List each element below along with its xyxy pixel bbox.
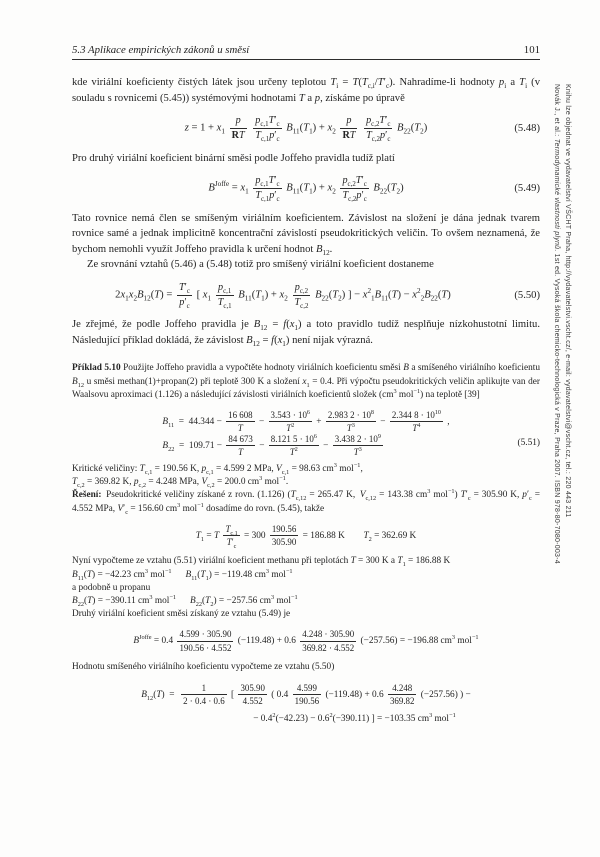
- equation-5-48: [72, 115, 540, 141]
- equation-5-49-body: $B^{Joffe} = x_1$ $\frac{p_{c,1}T'_c}{T_{c,1}p'_c}$ $B_{11}(T_1) + x_2$ $\frac{p_{c,2}T'_c}{T_{c,2}p'_c}$ $B_{22}(T_2)$: [208, 175, 404, 203]
- critical-values-line1: Kritické veličiny: $T_{c,1} = 190.56$ K, $p_{c,1} = 4.599$ 2 MPa, $V_{c,1} = 98.63$ $cm^3$ mol$^{-1}$,: [72, 461, 363, 476]
- example-assignment: [72, 362, 540, 402]
- paragraph-hodnotu: Hodnotu smíšeného viriálního koeficientu vypočteme ze vztahu (5.50): [72, 661, 335, 672]
- paragraph-tato-rovnice: Tato rovnice nemá člen se smíšeným viriálním koeficientem. Závislost na složení je dána jednak tvarem rovnice samé a jednak implicitně koncentrační závislostí pseudokritických veličin. To ovšem neznamená, že bychom nemohli využít Joffeho pravidla k určení hodnot $B_{12}$.: [72, 212, 540, 257]
- paragraph-a-podobne: a podobně u propanu: [72, 582, 151, 593]
- paragraph-joffe-intro: Pro druhý viriální koeficient binární směsi podle Joffeho pravidla tudíž platí: [72, 152, 395, 164]
- paragraph-nyni: Nyní vypočteme ze vztahu (5.51) viriální koeficient methanu při teplotách T = 300 K a $T_1 = 186.88$ K: [72, 556, 451, 569]
- paragraph-je-zrejme: Je zřejmé, že podle Joffeho pravidla je $B_{12} = f(x_1)$ a toto pravidlo tudíž nesplňuje nízkohustotní limitu. Následující příklad dokládá, že závislost $B_{12} = f(x_1)$ není nijak výrazná.: [72, 319, 540, 348]
- equation-5-49: [72, 175, 540, 201]
- paragraph-ze-srovnani: Ze srovnání vztahů (5.46) a (5.48) totiž pro smíšený viriální koeficient dostaneme: [87, 259, 434, 271]
- margin-citation: [551, 84, 573, 644]
- citation-line: Novák J., et al.: Termodynamické vlastnosti plynů. 1st ed. Vysoká škola chemicko-technologická v Praze, Praha 2007. ISBN 978-80-7080-003-4: [553, 84, 560, 564]
- page-number: 101: [523, 44, 540, 56]
- ordering-line: Knihu lze objednat ve vydavatelství VŠCHT Praha, http://vydavatelstvi.vscht.cz/, e-mail: vydavatelstvi@vscht.cz, tel.: 220 443 211: [564, 84, 571, 518]
- example-assignment-text: Použijte Joffeho pravidla a vypočtěte hodnoty viriálních koeficientu směsi B a smíšeného viriálního koeficientu $B_{12}$ u směsi methan(1)+propan(2) při teplotě 300 K a složení $x_1 = 0.4$. Při výpočtu pseudokritických veličin aplikujte van der Waalsovu aproximaci (1.126) a následující závislosti viriálních koeficientů složek ($cm^3$ mol$^{-1}$) na teplotě [39]: [72, 363, 541, 400]
- running-header: [72, 44, 540, 60]
- equation-5-50: [72, 282, 540, 308]
- critical-values-line2: $T_{c,2} = 369.82$ K, $p_{c,2} = 4.248$ MPa, $V_{c,2} = 200.0$ $cm^3$ mol$^{-1}$.: [72, 475, 289, 490]
- equation-5-51: [72, 410, 540, 457]
- b11-values-line: $B_{11}(T) = -42.23$ $cm^3$ mol$^{-1}$ $B_{11}(T_1) = -119.48$ $cm^3$ mol$^{-1}$: [72, 567, 293, 582]
- b22-values-line: $B_{22}(T) = -390.11$ $cm^3$ mol$^{-1}$ $B_{22}(T_2) = -257.56$ $cm^3$ mol$^{-1}$: [72, 593, 298, 608]
- page-content: [72, 44, 540, 726]
- equation-5-48-body: $z = 1 + x_1$ $\frac{p}{RT}$ $\frac{p_{c,1}T'_c}{T_{c,1}p'_c}$ $B_{11}(T_1) + x_2$ $\frac{p}{RT}$ $\frac{p_{c,2}T'_c}{T_{c,2}p'_c}$ $B_{22}(T_2)$: [184, 115, 428, 143]
- solution-paragraph: Řešení: Pseudokritické veličiny získané z rovn. (1.126) ($T_{c,12} = 265.47$ K, $V_{c,12} = 143.38$ $cm^3$ mol$^{-1}$) $T'_c = 305.90$ K, $p'_c = 4.552$ MPa, $V'_c = 156.60$ $cm^3$ mol$^{-1}$ dosadíme do rovn. (5.45), takže: [72, 488, 541, 516]
- equation-b12-body: [141, 683, 471, 726]
- equation-b12-line2: − $0.4^2(-42.23) - 0.6^2(-390.11)$ ] = −103.35 $cm^3$ mol$^{-1}$: [253, 711, 456, 724]
- paragraph-intro: kde viriální koeficienty čistých látek jsou určeny teplotou $T_i = T(T_{c,i}/T'_c)$. Nahradíme-li hodnoty $p_i$ a $T_i$ (v souladu s rovnicemi (5.45)) systémovými hodnotami T a p, získáme po úpravě: [72, 77, 541, 104]
- equation-5-50-number: (5.50): [514, 289, 540, 301]
- equation-5-51-line2: $B_{22}$ = 109.71 − $\frac{84 673}{T}$ − $\frac{8.121 5 \cdot 10^6}{T^2}$ − $\frac{3.438 2 \cdot 10^9}{T^3}$: [162, 433, 381, 457]
- equation-bjoffe-value: $B^{Joffe} = 0.4$ $\frac{4.599 \cdot 305.90}{190.56 \cdot 4.552}$ (−119.48) + 0.6 $\frac{4.248 \cdot 305.90}{369.82 \cdot 4.552}$ (−257.56) = −196.88 $cm^3$ mol$^{-1}$: [133, 629, 479, 653]
- equation-b12-value: [72, 683, 540, 726]
- paragraph-druhy: Druhý viriální koeficient směsi získaný ze vztahu (5.49) je: [72, 609, 291, 620]
- equation-5-51-line1: $B_{11}$ = 44.344 − $\frac{16 608}{T}$ − $\frac{3.543 \cdot 10^6}{T^2}$ + $\frac{2.983 2 \cdot 10^8}{T^3}$ − $\frac{2.344 8 \cdot 10^{10}}{T^4}$ ,: [162, 410, 450, 434]
- example-5-10-block: [72, 362, 540, 725]
- equation-5-50-body: $2x_1x_2B_{12}(T)$ = $\frac{T'_c}{p'_c}$ [ $x_1$ $\frac{p_{c,1}}{T_{c,1}}$ $B_{11}(T_1) + x_2$ $\frac{p_{c,2}}{T_{c,2}}$ $B_{22}(T_2)$ ] − $x^2_1B_{11}(T) - x^2_2B_{22}(T)$: [115, 281, 451, 310]
- example-label: Příklad 5.10: [72, 363, 121, 374]
- equation-5-48-number: (5.48): [514, 122, 540, 134]
- equation-5-51-body: [162, 410, 449, 457]
- section-title: 5.3 Aplikace empirických zákonů u směsí: [72, 44, 250, 56]
- equation-t1: $T_1 = T$ $\frac{T_{c,1}}{T'_c}$ = 300 $\frac{190.56}{305.90}$ = 186.88 K $T_2 = 362.69$ K: [195, 523, 417, 550]
- equation-5-49-number: (5.49): [514, 182, 540, 194]
- equation-5-51-number: (5.51): [517, 438, 540, 449]
- equation-b12-line1: $B_{12}(T)$ = $\frac{1}{2 \cdot 0.4 \cdot 0.6}$ [ $\frac{305.90}{4.552}$ ( 0.4 $\frac{4.599}{190.56}$ (−119.48) + 0.6 $\frac{4.248}{369.82}$ (−257.56) ) −: [141, 683, 471, 707]
